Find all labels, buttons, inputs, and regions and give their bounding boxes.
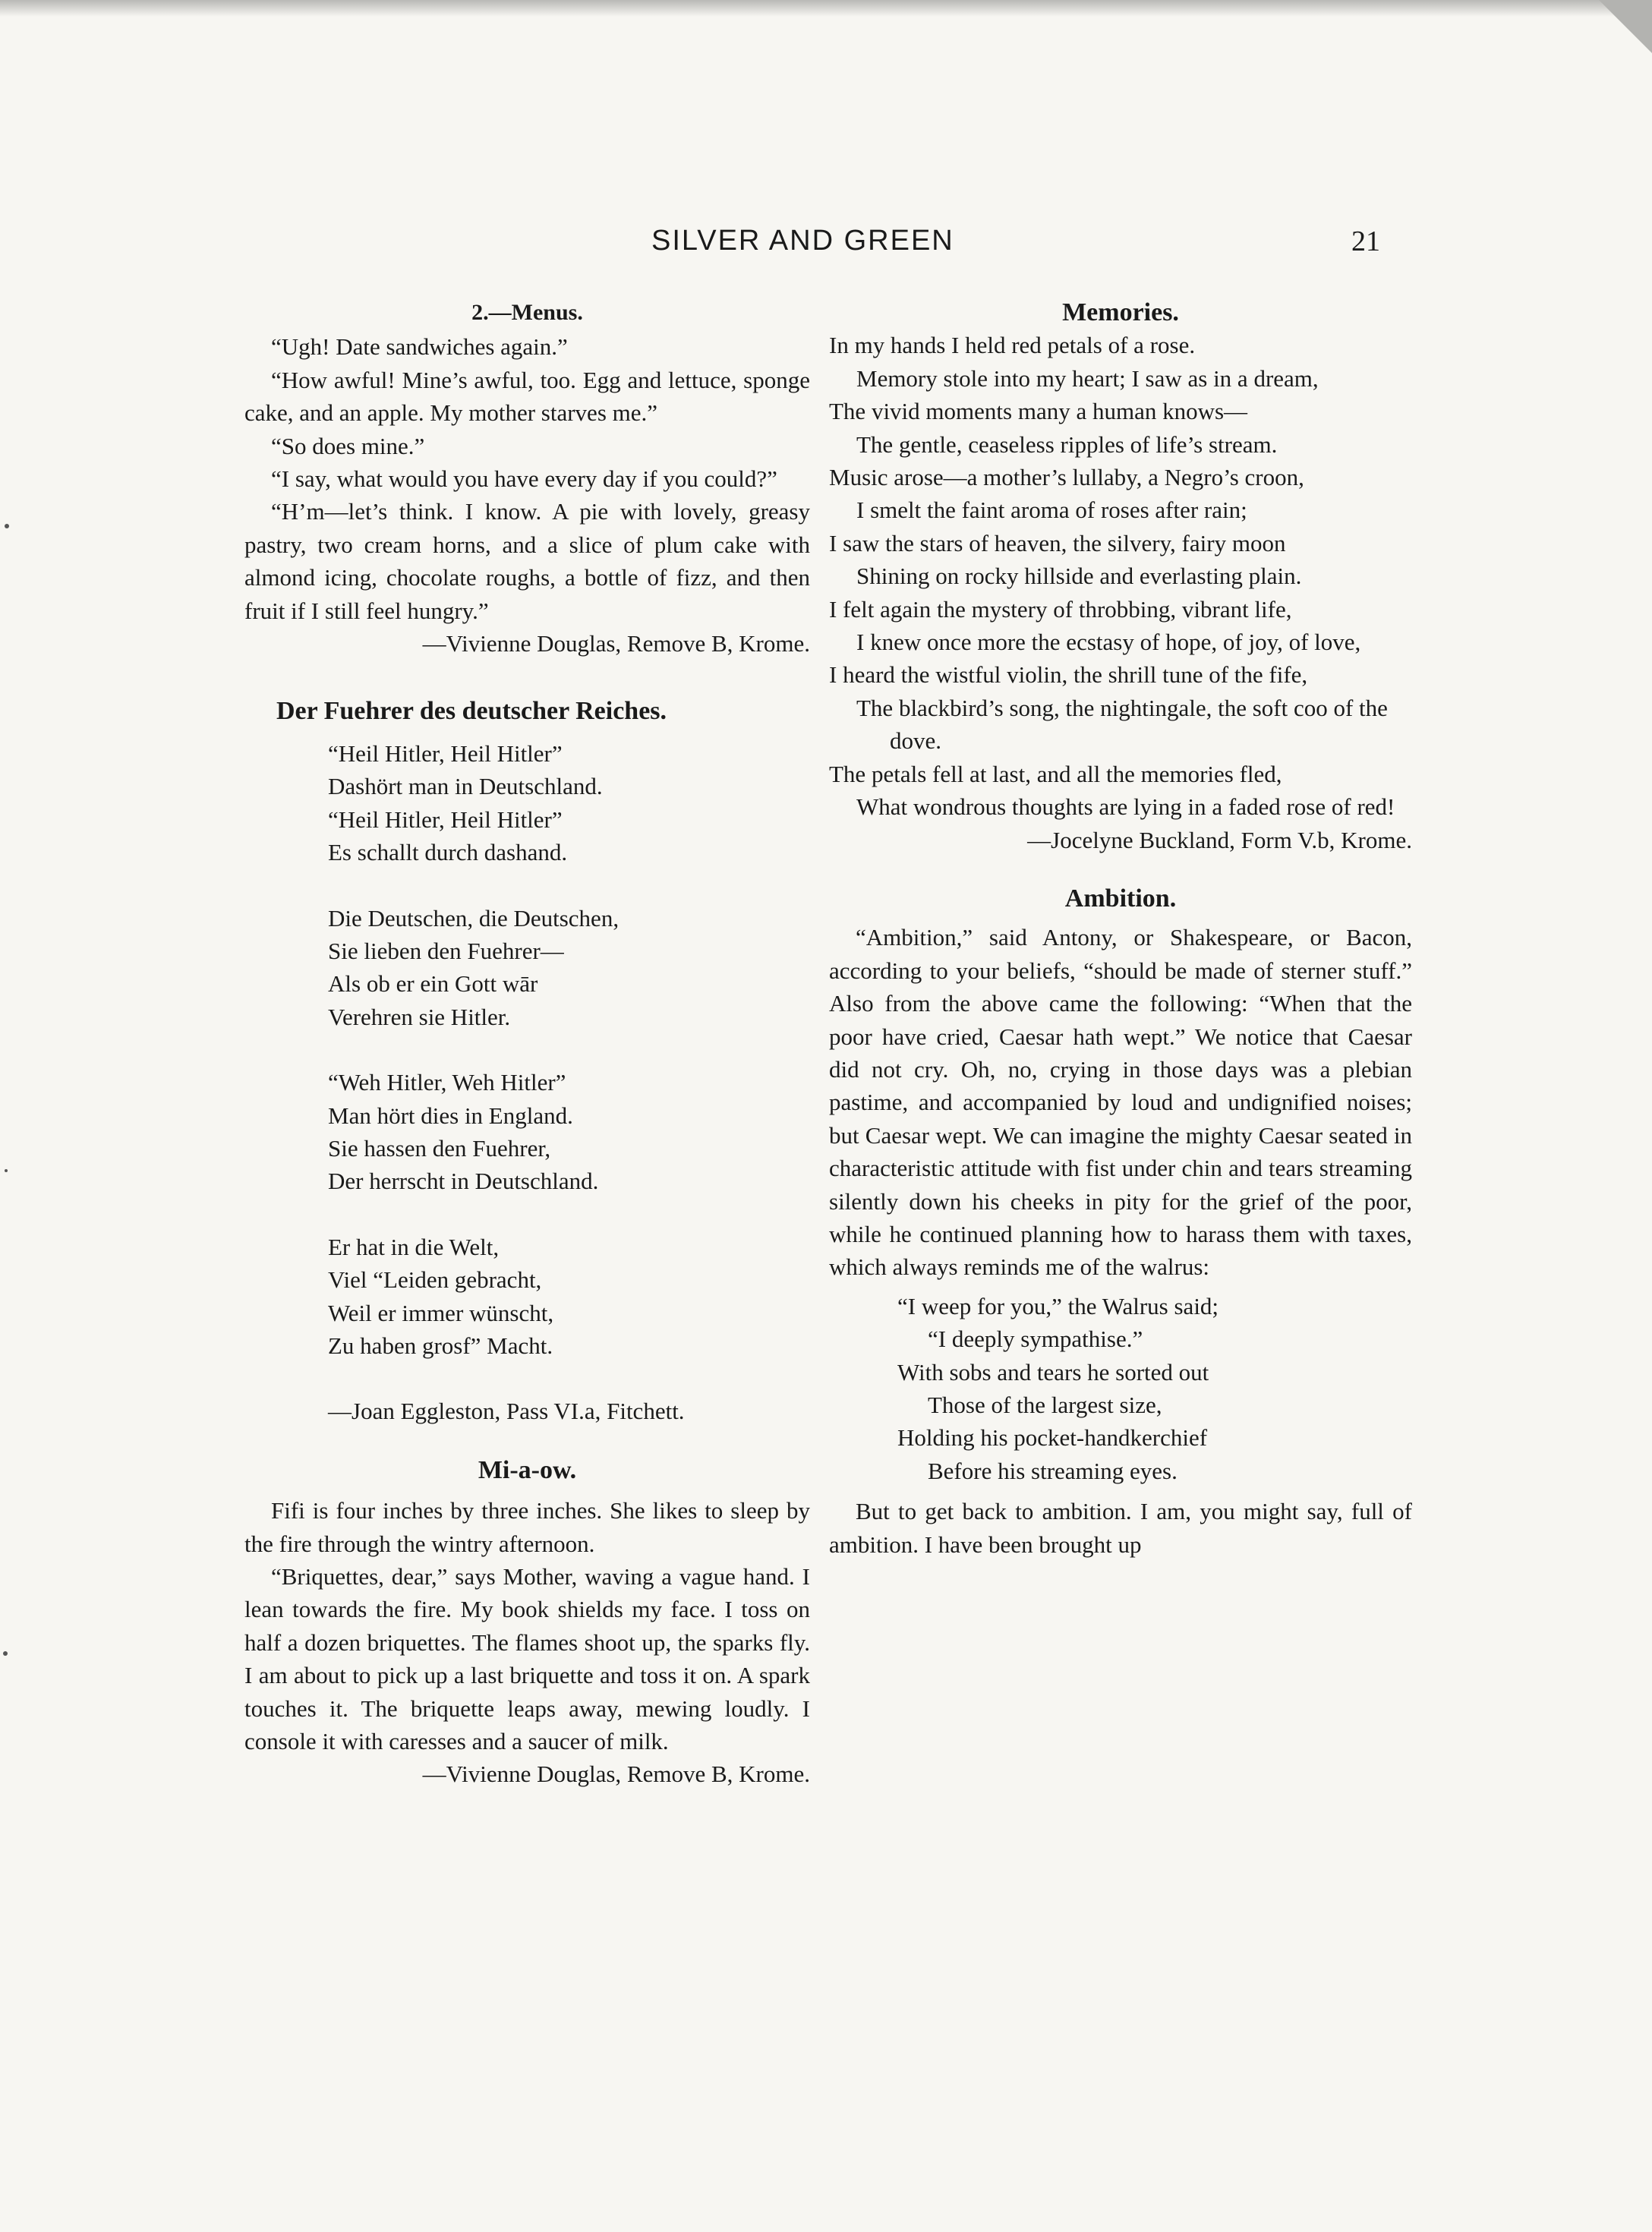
page-number: 21 (1351, 225, 1380, 257)
poem-stanza (328, 1231, 810, 1363)
menus-article (244, 296, 810, 660)
verse-line: The blackbird’s song, the nightingale, the soft coo of the dove. (856, 694, 1388, 755)
verse-line: Sie hassen den Fuehrer, (328, 1134, 551, 1162)
verse-line: I felt again the mystery of throbbing, vibrant life, (829, 595, 1292, 623)
miaow-paragraph: “Briquettes, dear,” says Mother, waving a vague hand. I lean towards the fire. My book shields my face. I toss on half a dozen briquettes. The flames shoot up, the sparks fly. I am about to pick up a last briquette and toss it on. A spark touches it. The briquette leaps away, mewing loudly. I console it with caresses and a saucer of milk. (244, 1563, 810, 1755)
verse-line: The gentle, ceaseless ripples of life’s stream. (856, 430, 1278, 458)
ambition-paragraph: But to get back to ambition. I am, you might say, full of ambition. I have been brought up (829, 1498, 1412, 1558)
verse-line: I saw the stars of heaven, the silvery, fairy moon (829, 529, 1286, 556)
verse-line: Man hört dies in England. (328, 1102, 573, 1129)
verse-line: I knew once more the ecstasy of hope, of joy, of love, (856, 629, 1361, 656)
scan-top-edge (0, 0, 1652, 17)
menus-paragraph: “How awful! Mine’s awful, too. Egg and lettuce, sponge cake, and an apple. My mother starves me.” (244, 366, 810, 427)
verse-line: Die Deutschen, die Deutschen, (328, 904, 620, 932)
menus-signature: —Vivienne Douglas, Remove B, Krome. (422, 630, 810, 657)
poem-stanza (328, 902, 810, 1034)
verse-line: “I weep for you,” the Walrus said; (897, 1292, 1219, 1319)
verse-line: I heard the wistful violin, the shrill tune of the fife, (829, 661, 1308, 689)
left-column (244, 296, 810, 1791)
right-column (829, 296, 1412, 1561)
ambition-title: Ambition. (1064, 884, 1177, 913)
verse-line: Sie lieben den Fuehrer— (328, 937, 564, 964)
page-corner-fold (1599, 0, 1652, 53)
ambition-paragraph: “Ambition,” said Antony, or Shakespeare, or Bacon, according to your beliefs, “should be made of sterner stuff.” Also from the above came the following: “When that the poor have cried, Caesar hath wept.” We notice that Caesar did not cry. Oh, no, crying in those days was a plebian pastime, and accompanied by loud and undignified noises; but Caesar wept. We can imagine the mighty Caesar seated in characteristic attitude with fist under chin and tears streaming silently down his cheeks in pity for the grief of the poor, while he continued planning how to harass them with taxes, which always reminds me of the walrus: (829, 924, 1412, 1281)
binding-hole-mark (5, 524, 9, 528)
verse-line: Weil er immer wünscht, (328, 1299, 554, 1326)
miaow-article (244, 1454, 810, 1791)
verse-line: The vivid moments many a human knows— (829, 398, 1248, 425)
fuehrer-title: Der Fuehrer des deutscher Reiches. (276, 697, 667, 726)
menus-paragraph: “Ugh! Date sandwiches again.” (271, 333, 568, 361)
fuehrer-poem (244, 695, 810, 1427)
verse-line: Memory stole into my heart; I saw as in a dream, (856, 364, 1319, 392)
memories-title: Memories. (1062, 298, 1179, 326)
menus-title: 2.—Menus. (471, 300, 583, 325)
verse-line: Shining on rocky hillside and everlasting plain. (856, 563, 1302, 590)
verse-line: Holding his pocket-handkerchief (897, 1424, 1208, 1452)
verse-line: Those of the largest size, (928, 1392, 1162, 1418)
verse-line: Als ob er ein Gott wār (328, 970, 538, 998)
verse-line: The petals fell at last, and all the memories fled, (829, 760, 1282, 787)
verse-line: Es schallt durch dashand. (328, 839, 568, 866)
menus-paragraph: “H’m—let’s think. I know. A pie with lovely, greasy pastry, two cream horns, and a slice of plum cake with almond icing, chocolate roughs, a bottle of fizz, and then fruit if I still feel hungry.” (244, 498, 810, 624)
binding-hole-mark (3, 1651, 8, 1656)
verse-line: I smelt the faint aroma of roses after rain; (856, 497, 1247, 524)
poem-stanza (328, 737, 810, 869)
memories-signature: —Jocelyne Buckland, Form V.b, Krome. (1027, 826, 1412, 853)
verse-line: Zu haben grosf” Macht. (328, 1332, 553, 1359)
verse-line: “Heil Hitler, Heil Hitler” (328, 739, 563, 767)
memories-poem (829, 296, 1412, 856)
miaow-paragraph: Fifi is four inches by three inches. She likes to sleep by the fire through the wintry afternoon. (244, 1497, 810, 1557)
verse-line: Music arose—a mother’s lullaby, a Negro’s croon, (829, 464, 1304, 491)
verse-line: With sobs and tears he sorted out (897, 1358, 1209, 1386)
menus-paragraph: “So does mine.” (271, 432, 425, 459)
running-header: SILVER AND GREEN (651, 225, 954, 257)
binding-hole-mark (5, 1169, 8, 1172)
verse-line: “Heil Hitler, Heil Hitler” (328, 805, 563, 833)
verse-line: What wondrous thoughts are lying in a faded rose of red! (856, 793, 1395, 821)
miaow-title: Mi-a-ow. (478, 1455, 577, 1484)
verse-line: In my hands I held red petals of a rose. (829, 332, 1196, 359)
verse-line: “Weh Hitler, Weh Hitler” (328, 1069, 566, 1096)
verse-line: Dashört man in Deutschland. (328, 773, 603, 800)
ambition-article (829, 882, 1412, 1561)
menus-paragraph: “I say, what would you have every day if you could?” (271, 465, 777, 493)
poem-stanza (328, 1066, 810, 1198)
walrus-quote (897, 1290, 1412, 1487)
verse-line: Der herrscht in Deutschland. (328, 1168, 599, 1195)
verse-line: “I deeply sympathise.” (928, 1326, 1143, 1353)
miaow-signature: —Vivienne Douglas, Remove B, Krome. (422, 1761, 810, 1788)
verse-line: Before his streaming eyes. (928, 1457, 1178, 1484)
verse-line: Viel “Leiden gebracht, (328, 1266, 542, 1294)
verse-line: Er hat in die Welt, (328, 1233, 500, 1260)
fuehrer-signature: —Joan Eggleston, Pass VI.a, Fitchett. (328, 1398, 685, 1425)
verse-line: Verehren sie Hitler. (328, 1003, 511, 1030)
